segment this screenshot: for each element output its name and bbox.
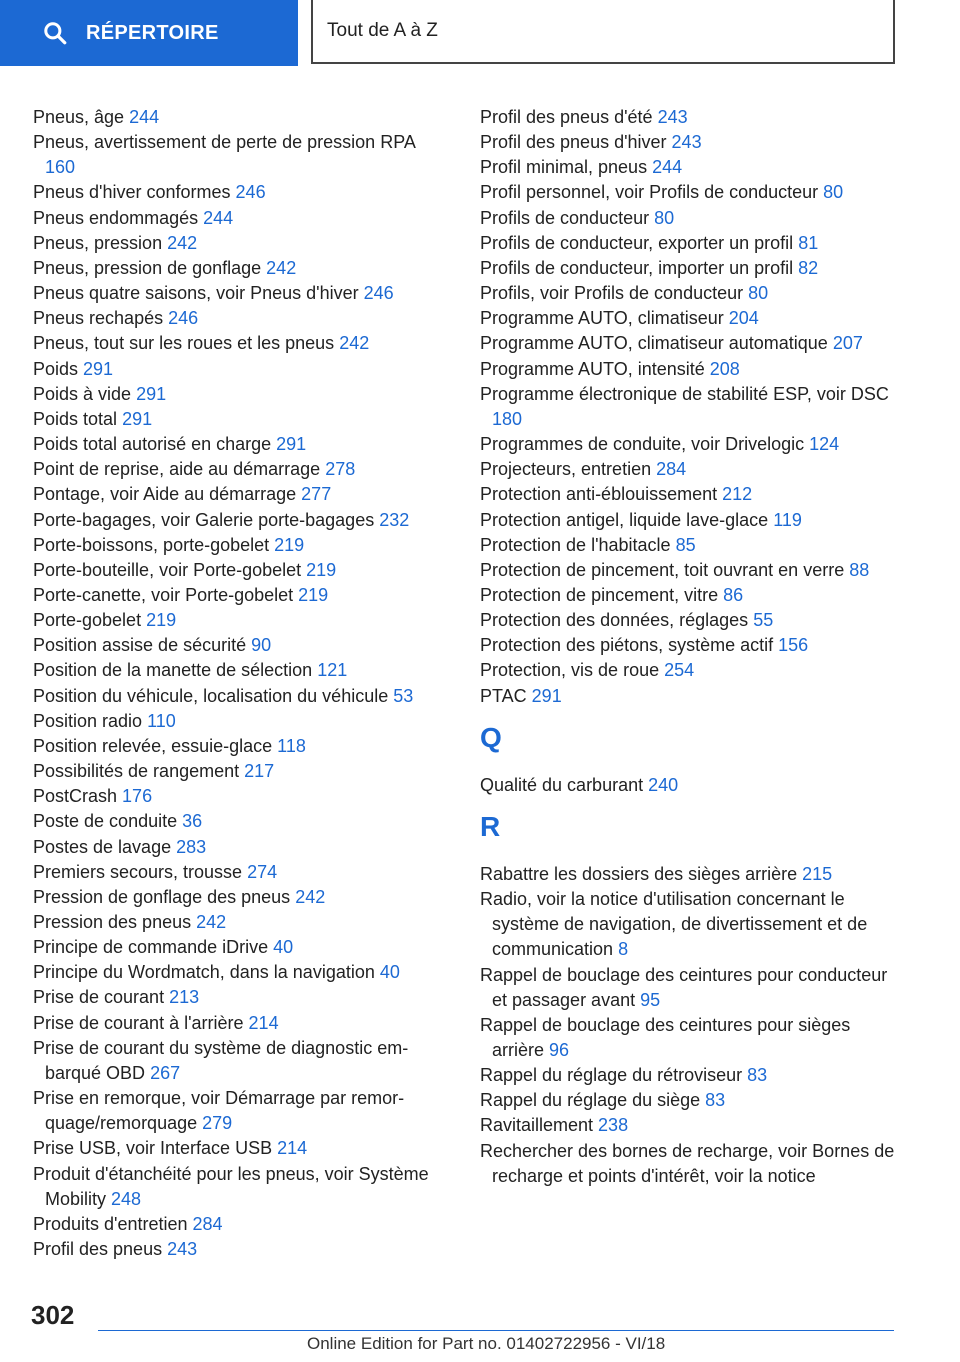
index-entry (33, 759, 443, 784)
index-entry (480, 963, 895, 1013)
index-entry (480, 105, 895, 130)
index-entry (33, 558, 443, 583)
index-entry-term: Pneus d'hiver conformes (33, 182, 236, 203)
page-reference-link[interactable]: 242 (295, 886, 326, 907)
page-reference-link[interactable]: 254 (664, 660, 695, 681)
index-entry-term: Prise en remorque, voir Démarrage par remorquage/remorquage (33, 1088, 405, 1134)
index-entry-term: Protection de pincement, vitre (480, 584, 724, 605)
page-reference-link[interactable]: 291 (83, 358, 114, 379)
page-reference-link[interactable]: 83 (747, 1065, 768, 1086)
index-entry (33, 608, 443, 633)
page-reference-link[interactable]: 88 (849, 559, 870, 580)
index-entry (33, 331, 443, 356)
page-reference-link[interactable]: 80 (654, 207, 675, 228)
index-entry (33, 985, 443, 1010)
index-entry (33, 583, 443, 608)
index-entry-term: Principe de commande iDrive (33, 937, 274, 958)
page-reference-link[interactable]: 283 (176, 836, 207, 857)
page-reference-link[interactable]: 284 (192, 1213, 223, 1234)
index-entry-term: Pneus, pression (33, 232, 168, 253)
page-reference-link[interactable]: 246 (363, 283, 394, 304)
page-reference-link[interactable]: 248 (111, 1188, 142, 1209)
page-reference-link[interactable]: 95 (640, 989, 661, 1010)
index-entry (33, 533, 443, 558)
index-group-p (480, 105, 895, 709)
index-entry (33, 809, 443, 834)
index-entry (480, 558, 895, 583)
index-entry (480, 684, 895, 709)
page-reference-link[interactable]: 208 (709, 358, 740, 379)
index-entry (33, 1011, 443, 1036)
index-group-r (480, 862, 895, 1189)
page-number: 302 (31, 1300, 75, 1330)
page-reference-link[interactable]: 243 (657, 107, 688, 127)
page-reference-link[interactable]: 36 (182, 811, 203, 832)
footer-edition-text: Online Edition for Part no. 01402722956 - VI/18 (307, 1334, 666, 1353)
footer-divider (98, 1330, 894, 1331)
index-entry-term: Position assise de sécurité (33, 635, 252, 656)
page-reference-link[interactable]: 291 (122, 408, 153, 429)
header-bar (0, 0, 960, 66)
index-entry-term: Pneus, pression de gonflage (33, 257, 267, 278)
index-entry-term: Porte-bagages, voir Galerie porte-bagages (33, 509, 380, 530)
a-to-z-label: Tout de A à Z (327, 20, 438, 41)
index-entry (33, 482, 443, 507)
index-entry-term: Pneus rechapés (33, 308, 169, 329)
page-reference-link[interactable]: 244 (652, 157, 683, 178)
page-reference-link[interactable]: 214 (248, 1012, 279, 1033)
index-entry (480, 331, 895, 356)
page-reference-link[interactable]: 242 (167, 232, 198, 253)
page-reference-link[interactable]: 85 (675, 534, 696, 555)
index-entry-term: Protection des piétons, système actif (480, 635, 779, 656)
page-reference-link[interactable]: 82 (798, 257, 819, 278)
index-entry-term: Profils de conducteur (480, 207, 655, 228)
index-entry-term: Produits d'entretien (33, 1213, 193, 1234)
index-entry (33, 407, 443, 432)
a-to-z-tab[interactable] (311, 0, 895, 64)
index-entry (33, 457, 443, 482)
index-entry (480, 306, 895, 331)
page-reference-link[interactable]: 219 (274, 534, 305, 555)
index-entry-term: Programme AUTO, climatiseur (480, 308, 729, 329)
index-entry-term: Profil des pneus d'été (480, 107, 658, 127)
section-letter-q: Q (480, 721, 502, 753)
index-entry (480, 862, 895, 887)
index-entry (33, 910, 443, 935)
index-entry-term: Position du véhicule, localisation du véhicule (33, 685, 394, 706)
index-entry (33, 1212, 443, 1237)
index-entry (480, 130, 895, 155)
index-entry (33, 885, 443, 910)
page-reference-link[interactable]: 110 (147, 710, 176, 731)
index-search-tab[interactable] (0, 0, 298, 66)
page-reference-link[interactable]: 96 (549, 1040, 570, 1060)
page-reference-link[interactable]: 83 (705, 1090, 726, 1111)
index-entry-term: Rappel du réglage du rétroviseur (480, 1065, 748, 1086)
page-reference-link[interactable]: 246 (168, 308, 199, 329)
index-entry (33, 180, 443, 205)
index-entry (33, 206, 443, 231)
page-reference-link[interactable]: 291 (531, 685, 562, 706)
index-entry-term: Projecteurs, entretien (480, 459, 657, 480)
index-entry-term: Radio, voir la notice d'utilisation concernant le système de navigation, de divertissement et de communication (480, 889, 868, 960)
page-reference-link[interactable]: 176 (122, 786, 153, 807)
page-reference-link[interactable]: 204 (728, 308, 759, 329)
index-entry (480, 773, 895, 798)
index-entry-term: Profil des pneus d'hiver (480, 132, 672, 153)
index-entry (480, 1088, 895, 1113)
page-reference-link[interactable]: 214 (277, 1138, 308, 1159)
index-entry-term: Prise de courant (33, 987, 170, 1008)
index-entry-term: Point de reprise, aide au démarrage (33, 459, 326, 480)
page-reference-link[interactable]: 243 (671, 132, 702, 153)
index-entry-term: Programmes de conduite, voir Drivelogic (480, 434, 810, 455)
index-entry (480, 1013, 895, 1063)
page-reference-link[interactable]: 212 (722, 484, 753, 505)
index-entry-term: Principe du Wordmatch, dans la navigation (33, 962, 380, 983)
index-entry (33, 835, 443, 860)
index-entry-term: Profil des pneus (33, 1239, 168, 1260)
page-reference-link[interactable]: 244 (203, 207, 234, 228)
index-entry-term: Pneus, avertissement de perte de pression RPA (33, 132, 415, 153)
index-entry (480, 1113, 895, 1138)
page-reference-link[interactable]: 86 (723, 584, 744, 605)
index-entry (33, 684, 443, 709)
index-entry-term: Porte-bouteille, voir Porte-gobelet (33, 559, 307, 580)
page-reference-link[interactable]: 53 (393, 685, 414, 706)
index-group-q (480, 773, 895, 798)
index-entry-term: Premiers secours, trousse (33, 861, 248, 882)
index-entry-term: Prise de courant à l'arrière (33, 1012, 249, 1033)
page-reference-link[interactable]: 291 (276, 434, 307, 455)
index-entry-term: Poids total (33, 408, 123, 429)
index-entry-term: Pneus, tout sur les roues et les pneus (33, 333, 340, 354)
index-entry (480, 231, 895, 256)
index-entry-term: Programme AUTO, intensité (480, 358, 710, 379)
index-entry-term: PTAC (480, 685, 532, 706)
index-entry (33, 1237, 443, 1262)
index-entry (480, 281, 895, 306)
index-entry-term: Profils de conducteur, exporter un profil (480, 232, 799, 253)
page-reference-link[interactable]: 156 (778, 635, 809, 656)
page-reference-link[interactable]: 242 (196, 912, 227, 932)
index-entry (480, 482, 895, 507)
index-column-left (33, 105, 443, 1262)
page-reference-link[interactable]: 232 (379, 509, 410, 530)
index-entry-term: Porte-gobelet (33, 610, 147, 631)
index-entry (33, 1136, 443, 1161)
index-entry-term: Poids à vide (33, 383, 137, 404)
page-reference-link[interactable]: 219 (306, 559, 337, 580)
page-reference-link[interactable]: 240 (648, 774, 679, 795)
index-entry (33, 130, 443, 180)
index-entry (33, 281, 443, 306)
index-entry-term: Profils, voir Profils de conducteur (480, 283, 749, 304)
index-entry (33, 784, 443, 809)
page-reference-link[interactable]: 160 (45, 157, 76, 178)
index-entry (480, 457, 895, 482)
index-column-right (480, 105, 895, 1189)
index-entry-term: Profil minimal, pneus (480, 157, 653, 178)
index-entry (480, 206, 895, 231)
index-entry (480, 432, 895, 457)
page-reference-link[interactable]: 242 (266, 257, 297, 278)
page-reference-link[interactable]: 244 (129, 107, 160, 127)
page-reference-link[interactable]: 119 (773, 509, 802, 530)
index-entry-term: Profils de conducteur, importer un profil (480, 257, 799, 278)
page-reference-link[interactable]: 279 (202, 1113, 233, 1134)
index-entry-term: Pneus quatre saisons, voir Pneus d'hiver (33, 283, 364, 304)
index-entry (480, 533, 895, 558)
index-entry (33, 633, 443, 658)
index-entry-term: Rappel du réglage du siège (480, 1090, 706, 1111)
page-reference-link[interactable]: 8 (618, 939, 629, 960)
index-entry-term: Pneus endommagés (33, 207, 204, 228)
index-entry-term: Profil personnel, voir Profils de conducteur (480, 182, 824, 203)
page-reference-link[interactable]: 274 (247, 861, 278, 882)
index-entry (33, 860, 443, 885)
page-reference-link[interactable]: 180 (492, 408, 523, 429)
page-reference-link[interactable]: 217 (244, 761, 275, 782)
index-entry (33, 256, 443, 281)
index-entry-term: Pontage, voir Aide au démarrage (33, 484, 302, 505)
index-entry (33, 658, 443, 683)
page-reference-link[interactable]: 277 (301, 484, 332, 505)
page-reference-link[interactable]: 291 (136, 383, 167, 404)
index-entry-term: Programme AUTO, climatiseur automatique (480, 333, 833, 354)
index-entry-term: Rechercher des bornes de recharge, voir Bornes de recharge et points d'intérêt, voir la notice (480, 1140, 895, 1186)
index-entry (33, 1162, 443, 1212)
page-reference-link[interactable]: 207 (832, 333, 863, 354)
page-reference-link[interactable]: 278 (325, 459, 356, 480)
index-entry-term: Position radio (33, 710, 148, 731)
index-entry-term: Position relevée, essuie-glace (33, 735, 278, 756)
index-entry (33, 432, 443, 457)
index-entry-term: Porte-boissons, porte-gobelet (33, 534, 275, 555)
page-reference-link[interactable]: 124 (809, 434, 840, 455)
index-entry-term: PostCrash (33, 786, 123, 807)
index-entry-term: Pression de gonflage des pneus (33, 886, 296, 907)
index-entry-term: Protection de l'habitacle (480, 534, 676, 555)
index-entry-term: Possibilités de rangement (33, 761, 245, 782)
search-icon (42, 20, 68, 46)
index-entry-term: Prise de courant du système de diagnostic embarqué OBD (33, 1037, 409, 1083)
page-reference-link[interactable]: 40 (379, 962, 400, 983)
page-reference-link[interactable]: 215 (802, 863, 833, 884)
index-entry (33, 231, 443, 256)
index-entry-term: Pneus, âge (33, 107, 130, 127)
index-entry (480, 633, 895, 658)
page-reference-link[interactable]: 238 (598, 1115, 629, 1136)
page-reference-link[interactable]: 243 (167, 1239, 198, 1260)
page-reference-link[interactable]: 213 (169, 987, 200, 1008)
index-entry-term: Poids total autorisé en charge (33, 434, 277, 455)
index-entry (33, 1086, 443, 1136)
index-entry (33, 734, 443, 759)
index-entry (33, 105, 443, 130)
index-entry-term: Porte-canette, voir Porte-gobelet (33, 584, 299, 605)
index-entry (480, 1063, 895, 1088)
index-entry-term: Rappel de bouclage des ceintures pour conducteur et passager avant (480, 964, 888, 1010)
index-entry (480, 608, 895, 633)
index-entry (33, 960, 443, 985)
page-reference-link[interactable]: 267 (150, 1062, 181, 1083)
index-entry-term: Position de la manette de sélection (33, 660, 318, 681)
index-entry-term: Ravitaillement (480, 1115, 599, 1136)
page-reference-link[interactable]: 80 (748, 283, 769, 304)
index-entry (480, 382, 895, 432)
index-entry (33, 357, 443, 382)
page-reference-link[interactable]: 90 (251, 635, 272, 656)
page-reference-link[interactable]: 219 (146, 610, 177, 631)
index-entry (480, 155, 895, 180)
index-entry-term: Qualité du carburant (480, 774, 649, 795)
index-entry (480, 887, 895, 962)
index-entry-term: Protection des données, réglages (480, 610, 754, 631)
index-entry-term: Protection antigel, liquide lave-glace (480, 509, 774, 530)
index-entry-term: Programme électronique de stabilité ESP, voir DSC (480, 383, 889, 404)
page-reference-link[interactable]: 118 (277, 735, 306, 756)
index-entry (480, 256, 895, 281)
page-reference-link[interactable]: 121 (317, 660, 348, 681)
index-entry (33, 1036, 443, 1086)
page-reference-link[interactable]: 246 (235, 182, 266, 203)
index-entry-term: Rappel de bouclage des ceintures pour sièges arrière (480, 1014, 851, 1060)
index-entry (480, 583, 895, 608)
index-entry-term: Produit d'étanchéité pour les pneus, voir Système Mobility (33, 1163, 429, 1209)
index-entry (480, 508, 895, 533)
index-entry (33, 508, 443, 533)
index-entry (480, 658, 895, 683)
index-entry (480, 357, 895, 382)
page-reference-link[interactable]: 80 (823, 182, 844, 203)
index-entry-term: Postes de lavage (33, 836, 177, 857)
index-entry-term: Prise USB, voir Interface USB (33, 1138, 278, 1159)
index-entry-term: Rabattre les dossiers des sièges arrière (480, 863, 803, 884)
index-entry-term: Pression des pneus (33, 912, 197, 932)
page-reference-link[interactable]: 81 (798, 232, 819, 253)
index-entry (33, 709, 443, 734)
page-reference-link[interactable]: 219 (298, 584, 329, 605)
page-reference-link[interactable]: 55 (753, 610, 774, 631)
index-entry-term: Poids (33, 358, 84, 379)
index-entry (33, 935, 443, 960)
index-entry-term: Poste de conduite (33, 811, 183, 832)
page-reference-link[interactable]: 242 (339, 333, 370, 354)
index-entry-term: Protection, vis de roue (480, 660, 665, 681)
page-reference-link[interactable]: 284 (656, 459, 687, 480)
index-entry (33, 306, 443, 331)
index-search-label: RÉPERTOIRE (86, 21, 219, 44)
index-entry-term: Protection de pincement, toit ouvrant en verre (480, 559, 850, 580)
page-reference-link[interactable]: 40 (273, 937, 294, 958)
section-letter-r: R (480, 810, 501, 842)
index-entry-term: Protection anti-éblouissement (480, 484, 723, 505)
index-entry (33, 382, 443, 407)
index-entry (480, 180, 895, 205)
index-entry (480, 1139, 895, 1189)
